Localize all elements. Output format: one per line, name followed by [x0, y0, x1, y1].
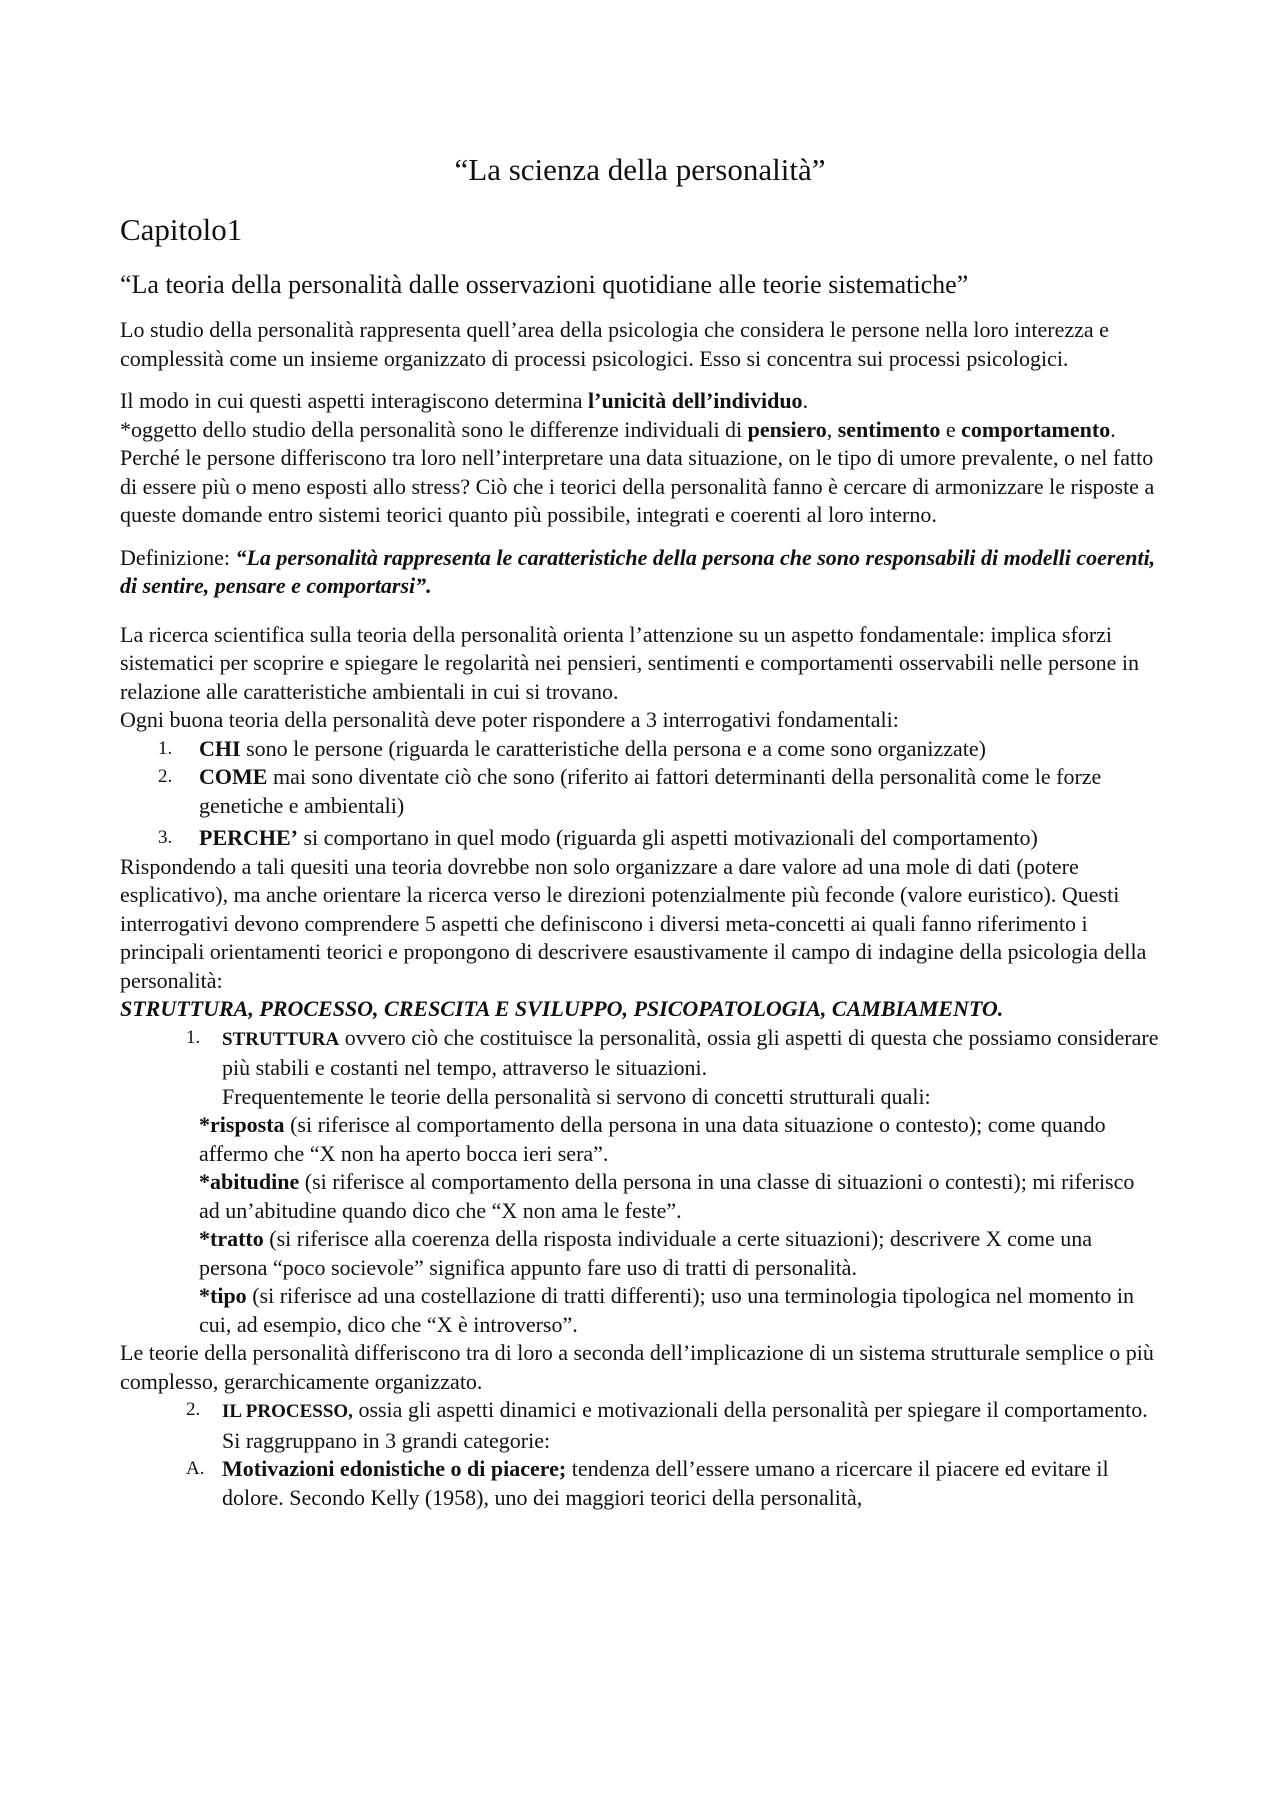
paragraph-definition	[120, 544, 1160, 601]
concepts-list	[120, 1111, 1160, 1339]
document-title: “La scienza della personalità”	[454, 152, 826, 187]
text-span: tendenza dell’essere umano a ricercare il piacere ed evitare il dolore. Secondo Kelly (1958), uno dei maggiori teorici della personalità,	[222, 1456, 1109, 1510]
concept-item	[120, 1282, 1160, 1339]
list-item-process	[120, 1396, 1160, 1455]
aspects-line	[120, 995, 1160, 1024]
list-item	[120, 824, 1160, 853]
text-span: (si riferisce alla coerenza della risposta individuale a certe situazioni); descrivere X come una persona “poco socievole” significa appunto fare uso di tratti di personalità.	[199, 1226, 1093, 1280]
bold-term: sentimento	[837, 416, 941, 442]
text-span: .	[802, 388, 809, 413]
text-span: ovvero ciò che costituisce la personalità, ossia gli aspetti di questa che possiamo considerare più stabili e costanti nel tempo, attraverso le situazioni.	[222, 1024, 1159, 1080]
bold-term: PERCHE’	[199, 825, 298, 850]
text-span: ossia gli aspetti dinamici e motivazionali della personalità per spiegare il comportamento. Si raggruppano in 3 grandi categorie:	[222, 1397, 1148, 1453]
paragraph-intro: Lo studio della personalità rappresenta quell’area della psicologia che considera le persone nella loro interezza e complessità come un insieme organizzato di processi psicologici. Esso si concentra sui processi psicologici.	[120, 317, 1109, 371]
paragraph-research: La ricerca scientifica sulla teoria della personalità orienta l’attenzione su un aspetto fondamentale: implica sforzi sistematici per scoprire e spiegare le regolarità nei pensieri, sentimenti e comportamenti osservabili nelle persone in relazione alle caratteristiche ambientali in cui si trovano.	[120, 621, 1139, 704]
chapter-subtitle: “La teoria della personalità dalle osservazioni quotidiane alle teorie sistematiche”	[120, 270, 969, 299]
list-number: 3.	[158, 827, 173, 848]
list-number: 1.	[158, 737, 173, 759]
text-span: *oggetto dello studio della personalità sono le differenze individuali di	[120, 416, 748, 442]
bold-term: Motivazioni edonistiche o di piacere;	[222, 1456, 567, 1481]
text-span: Il modo in cui questi aspetti interagiscono determina	[120, 388, 588, 413]
bold-term: comportamento	[961, 416, 1111, 442]
text-span: (si riferisce al comportamento della persona in una data situazione o contesto); come quando affermo che “X non ha aperto bocca ieri sera”.	[199, 1112, 1106, 1166]
paragraph-structural-concepts: Frequentemente le teorie della personalità si servono di concetti strutturali quali:	[222, 1083, 931, 1109]
list-item-structure	[120, 1024, 1160, 1083]
process-list	[120, 1396, 1160, 1512]
definition-text: “La personalità rappresenta le caratteristiche della persona che sono responsabili di modelli coerenti, di sentire, pensare e comportarsi”.	[120, 544, 1156, 598]
bold-term: l’unicità dell’individuo	[588, 388, 803, 413]
aspects-text: STRUTTURA, PROCESSO, CRESCITA E SVILUPPO, PSICOPATOLOGIA, CAMBIAMENTO.	[120, 996, 1004, 1021]
list-number: 1.	[186, 1026, 201, 1048]
bold-term: *tratto	[199, 1226, 264, 1251]
paragraph-uniqueness	[120, 387, 1160, 416]
list-item	[120, 735, 1160, 764]
aspects-list	[120, 1024, 1160, 1083]
paragraph-questions-intro: Ogni buona teoria della personalità deve poter rispondere a 3 interrogativi fondamentali:	[120, 707, 899, 732]
questions-list	[120, 735, 1160, 853]
bold-term: COME	[199, 764, 268, 789]
definition-label: Definizione:	[120, 544, 236, 570]
list-number: 2.	[158, 766, 173, 787]
text-span: e	[940, 416, 962, 442]
concept-item	[120, 1168, 1160, 1225]
paragraph-structural-systems: Le teorie della personalità differiscono tra di loro a seconda dell’implicazione di un sistema strutturale semplice o più complesso, gerarchicamente organizzato.	[120, 1340, 1154, 1394]
paragraph-five-aspects: Rispondendo a tali quesiti una teoria dovrebbe non solo organizzare a dare valore ad una mole di dati (potere esplicativo), ma anche orientare la ricerca verso le direzioni potenzialmente più feconde (valore euristico). Questi interrogativi devono comprendere 5 aspetti che definiscono i diversi meta-concetti ai quali fanno riferimento i principali orientamenti teorici e propongono di descrivere esaustivamente il campo di indagine della psicologia della personalità:	[120, 853, 1147, 993]
concept-item	[120, 1225, 1160, 1282]
concept-item	[120, 1111, 1160, 1168]
chapter-heading: Capitolo1	[120, 212, 243, 247]
list-letter: A.	[186, 1458, 205, 1479]
bold-term: CHI	[199, 735, 241, 761]
list-number: 2.	[186, 1399, 201, 1420]
bold-term: IL PROCESSO,	[222, 1401, 353, 1422]
text-span: si comportano in quel modo (riguarda gli aspetti motivazionali del comportamento)	[298, 825, 1038, 850]
bold-term: *tipo	[199, 1283, 247, 1308]
text-span: . Perché le persone differiscono tra loro nell’interpretare una data situazione, on le tipo di umore prevalente, o nel fatto di essere più o meno esposti allo stress? Ciò che i teorici della personalità fanno è cercare di armonizzare le risposte a queste domande entro sistemi teorici quanto più possibile, integrati e coerenti al loro interno.	[120, 416, 1155, 527]
paragraph-object-of-study	[120, 416, 1160, 530]
list-item-hedonistic	[120, 1455, 1160, 1512]
text-span: (si riferisce al comportamento della persona in una classe di situazioni o contesti); mi riferisco ad un’abitudine quando dico che “X non ama le feste”.	[199, 1169, 1135, 1223]
text-span: mai sono diventate ciò che sono (riferito ai fattori determinanti della personalità come le forze genetiche e ambientali)	[199, 764, 1102, 818]
bold-term: pensiero	[747, 416, 827, 442]
bold-term: *risposta	[199, 1112, 285, 1137]
text-span: sono le persone (riguarda le caratteristiche della persona e a come sono organizzate)	[240, 735, 986, 761]
text-span: (si riferisce ad una costellazione di tratti differenti); uso una terminologia tipologica nel momento in cui, ad esempio, dico che “X è introverso”.	[199, 1283, 1134, 1337]
bold-term: *abitudine	[199, 1169, 300, 1194]
text-span: ,	[826, 416, 838, 442]
bold-term: STRUTTURA	[222, 1028, 340, 1050]
list-item	[120, 763, 1160, 820]
